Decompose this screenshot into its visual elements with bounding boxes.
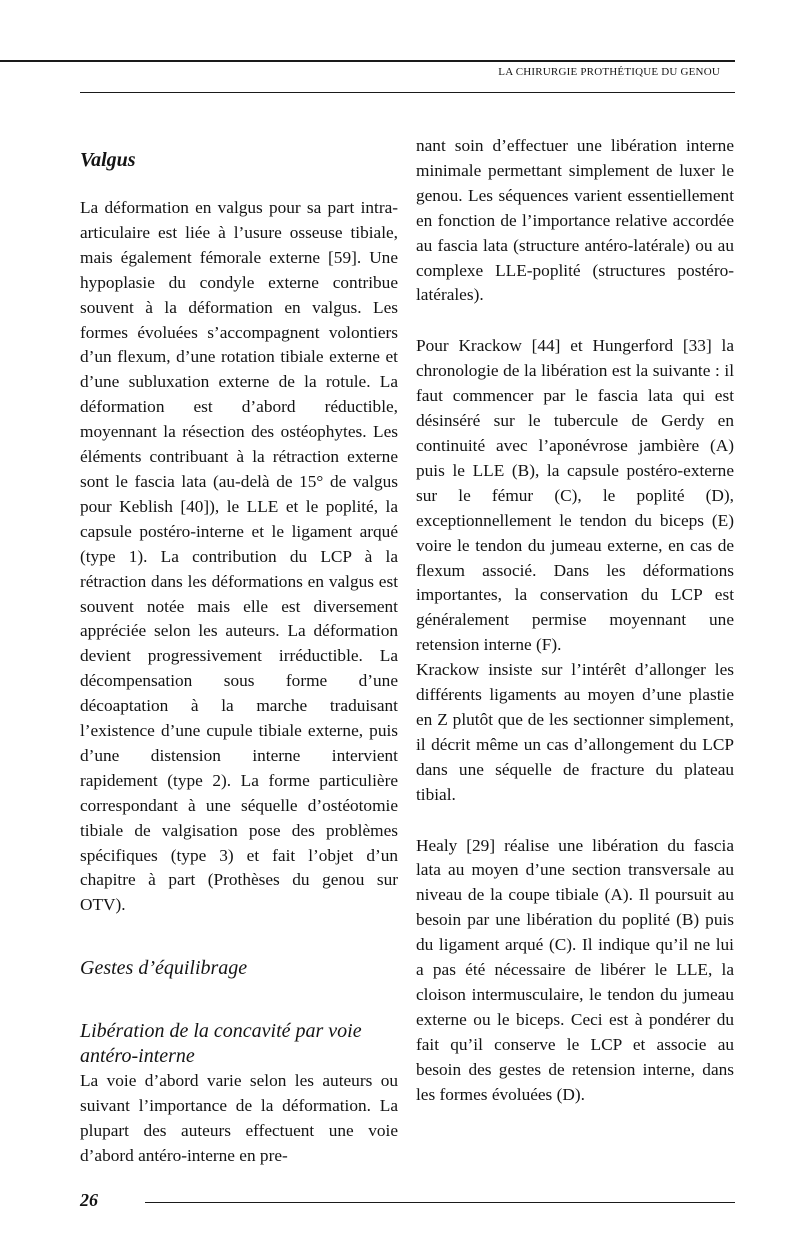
footer-rule	[145, 1202, 735, 1203]
right-column	[416, 134, 734, 1108]
running-head: LA CHIRURGIE PROTHÉTIQUE DU GENOU	[498, 66, 720, 78]
subsubheading-liberation: Libération de la concavité par voie antéro-interne	[80, 1020, 362, 1068]
paragraph: Healy [29] réalise une libération du fascia lata au moyen d’une section transversale au niveau de la coupe tibiale (A). Il poursuit au besoin par une libération du poplité (B) puis du ligament arqué (C). Il indique qu’il ne lui a pas été nécessaire de libérer le LLE, la cloison intermusculaire, le tendon du jumeau externe ou le biceps. Ceci est à pondérer du fait qu’il conserve le LCP et associe au besoin des gestes de retension interne, dans les formes évoluées (D).	[416, 835, 734, 1104]
paragraph: La déformation en valgus pour sa part intra-articulaire est liée à l’usure osseuse tibiale, mais également fémorale externe [59]. Une hypoplasie du condyle externe contribue souvent à la déformation en valgus. Les formes évoluées s’accompagnent volontiers d’un flexum, d’une rotation tibiale externe et d’une subluxation externe de la rotule. La déformation est d’abord réductible, moyennant la résection des ostéophytes. Les éléments contribuant à la rétraction externe sont le fascia lata (au-delà de 15° de valgus pour Keblish [40]), le LLE et le poplité, la capsule postéro-interne et le ligament arqué (type 1). La contribution du LCP à la rétraction dans les déformations en valgus est souvent notée mais elle est diversement appréciée selon les auteurs. La déformation devient progressivement irréductible. La décompensation sous forme d’une décoaptation à la marche traduisant l’existence d’une cupule tibiale externe, puis d’une distension interne intervient rapidement (type 2). La forme particulière correspondant à une séquelle d’ostéotomie tibiale de valgisation pose des problèmes spécifiques (type 3) et fait l’objet d’un chapitre à part (Prothèses du genou sur OTV).	[80, 198, 398, 915]
header-top-rule	[0, 60, 735, 62]
header-bottom-rule	[80, 92, 735, 93]
paragraph: La voie d’abord varie selon les auteurs ou suivant l’importance de la déformation. La plupart des auteurs effectuent une voie d’abord antéro-interne en pre-	[80, 1071, 398, 1165]
page-number: 26	[80, 1190, 98, 1210]
paragraph: nant soin d’effectuer une libération interne minimale permettant simplement de luxer le genou. Les séquences varient essentiellement en fonction de l’importance relative accordée au fascia lata (structure antéro-latérale) ou au complexe LLE-poplité (structures postéro-latérales).	[416, 136, 734, 305]
section-heading-valgus: Valgus	[80, 149, 136, 171]
paragraph: Pour Krackow [44] et Hungerford [33] la chronologie de la libération est la suivante : il faut commencer par le fascia lata qui est désinséré sur le tubercule de Gerdy en continuité avec l’aponévrose jambière (A) puis le LLE (B), la capsule postéro-externe sur le fémur (C), le poplité (D), exceptionnellement le tendon du biceps (E) voire le tendon du jumeau externe, en cas de flexum associé. Dans les déformations importantes, la conservation du LCP est généralement permise moyennant une retension interne (F).	[416, 336, 734, 655]
subheading-gestes: Gestes d’équilibrage	[80, 957, 248, 980]
left-column	[80, 140, 398, 1169]
paragraph: Krackow insiste sur l’intérêt d’allonger les différents ligaments au moyen d’une plastie en Z plutôt que de les sectionner simplement, il décrit même un cas d’allongement du LCP dans une séquelle de fracture du plateau tibial.	[416, 660, 734, 804]
